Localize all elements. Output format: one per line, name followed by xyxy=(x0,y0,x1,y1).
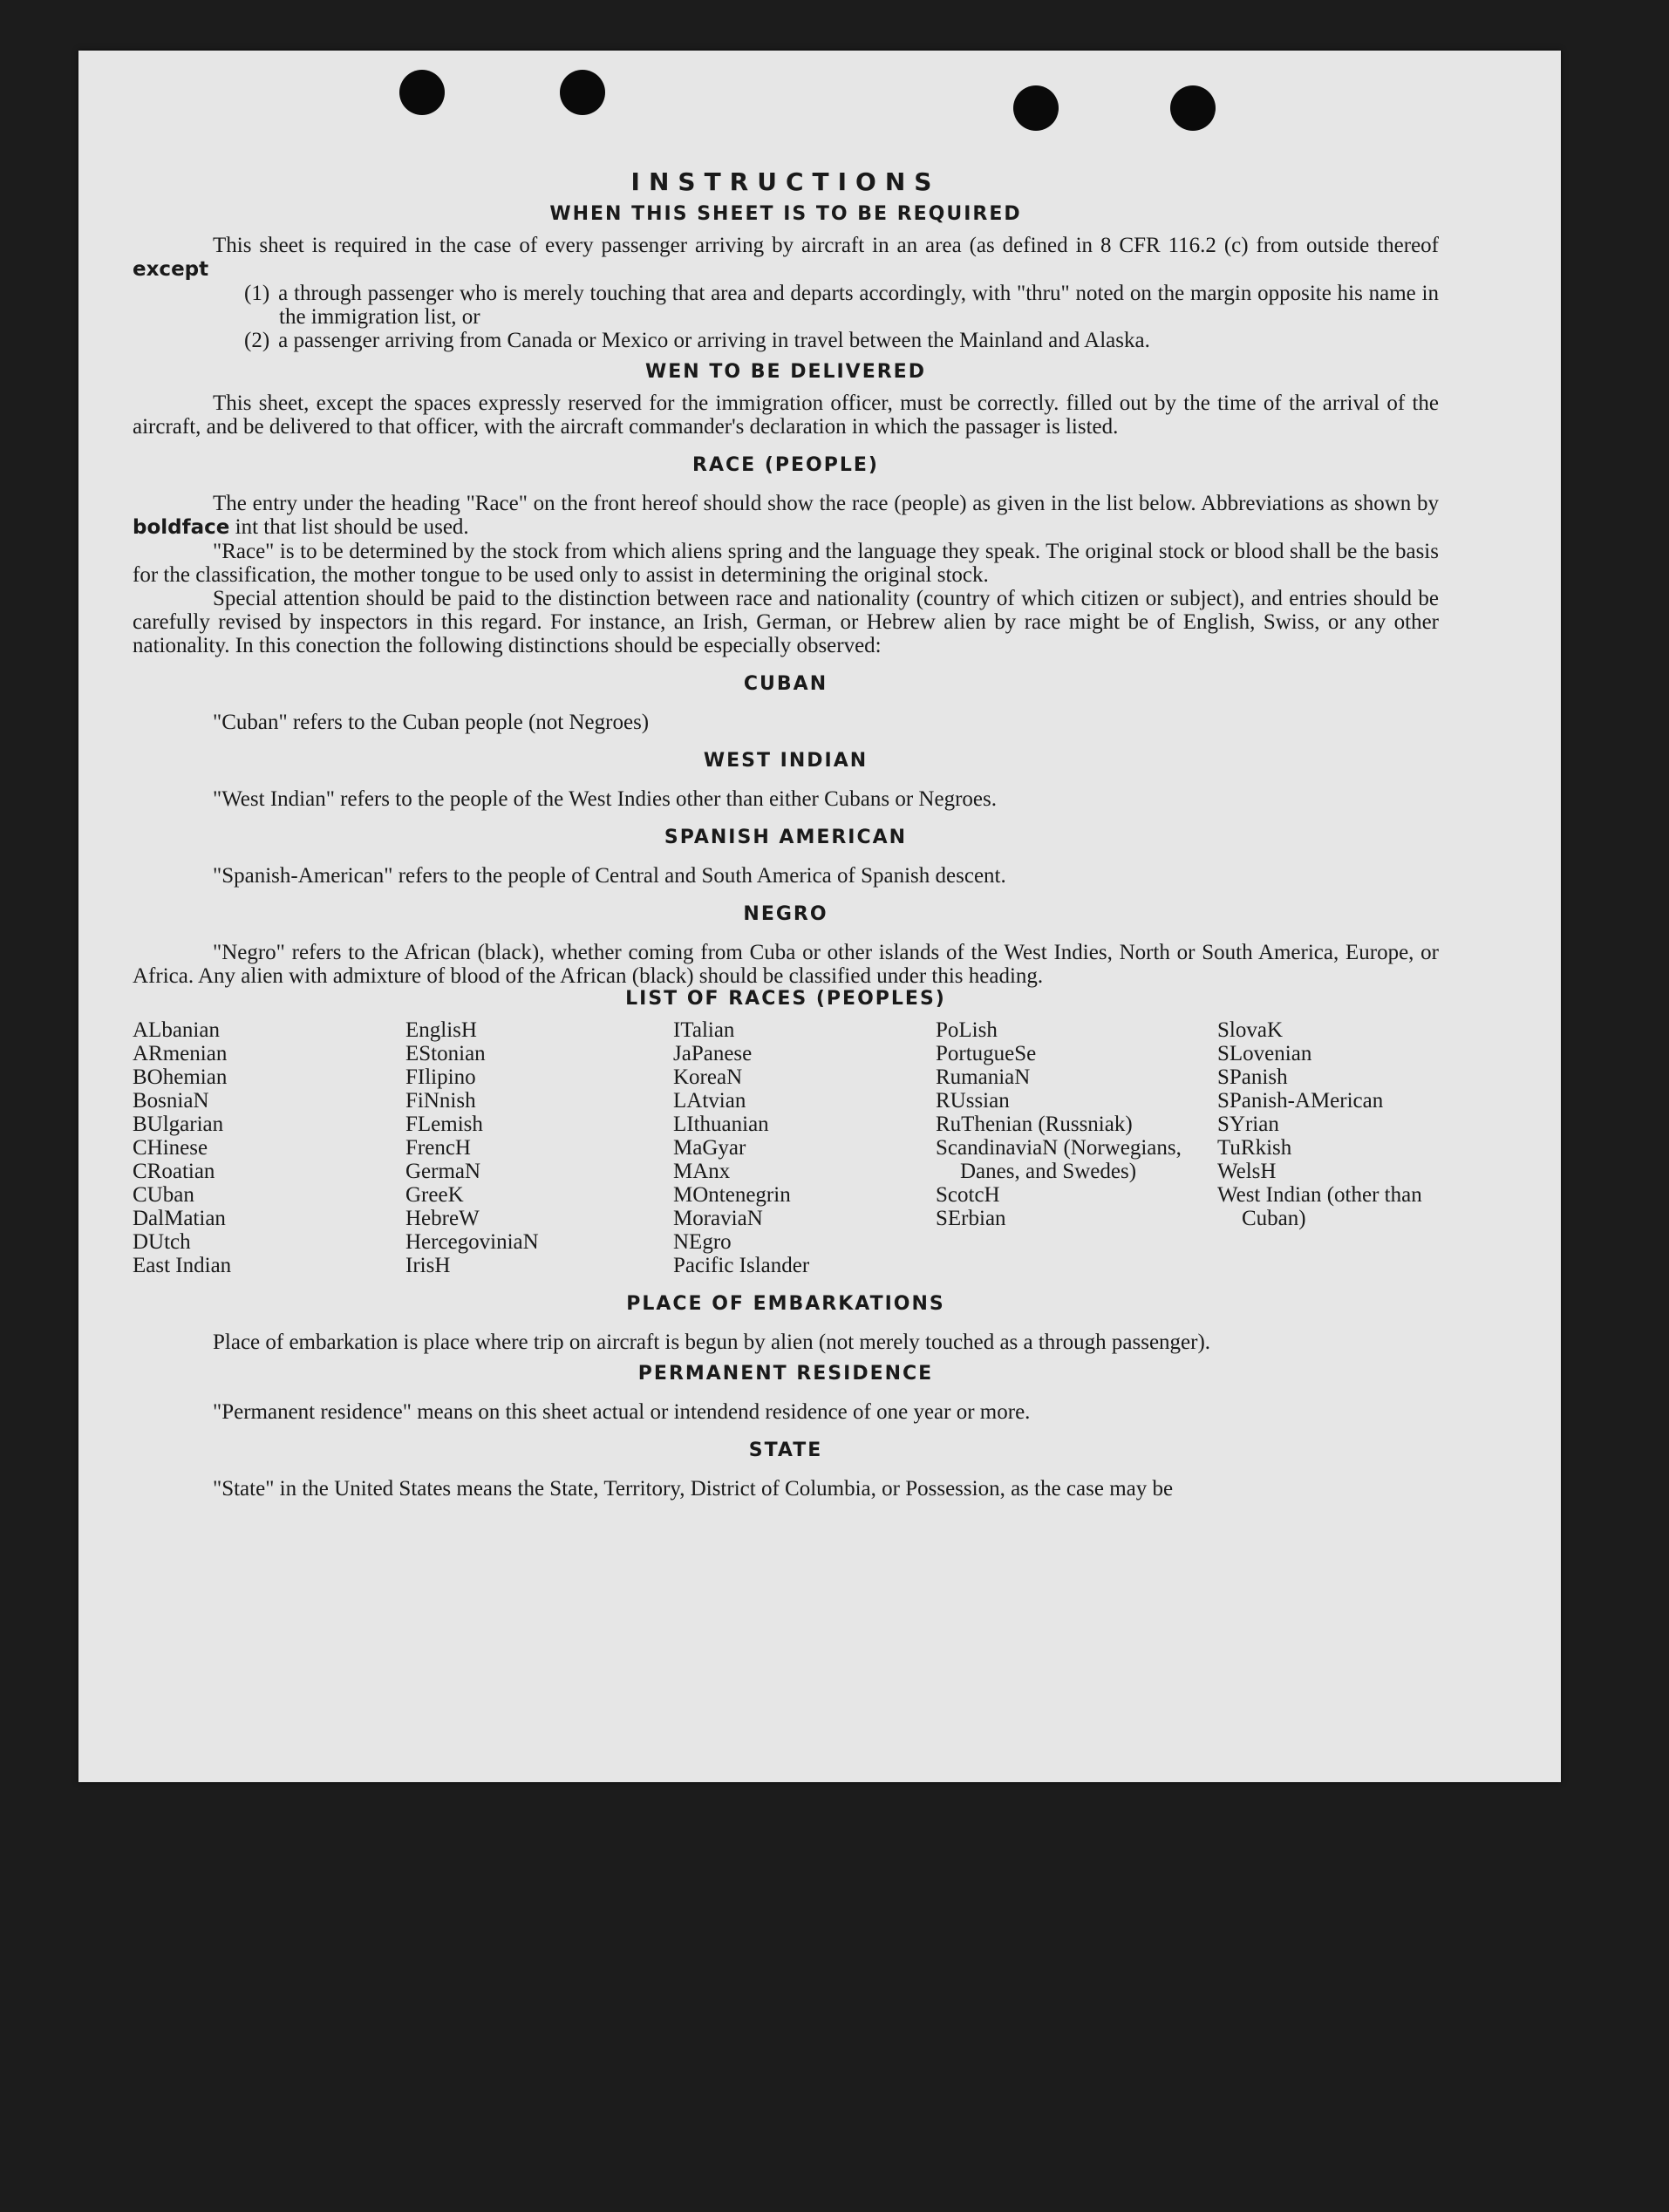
race-entry: DalMatian xyxy=(133,1207,226,1230)
race-entry: FrencH xyxy=(405,1136,471,1160)
punch-hole xyxy=(560,70,605,115)
race-entry: EnglisH xyxy=(405,1018,477,1042)
document-body xyxy=(133,164,1439,1501)
races-column-2 xyxy=(405,1018,673,1277)
required-item-2 xyxy=(133,329,1439,352)
race-entry: Pacific Islander xyxy=(673,1254,810,1277)
race-entry: BosniaN xyxy=(133,1089,209,1113)
required-item-1 xyxy=(133,282,1439,329)
section-heading-embarkation: PLACE OF EMBARKATIONS xyxy=(626,1293,945,1315)
race-entry: CRoatian xyxy=(133,1160,215,1183)
west-indian-text: "West Indian" refers to the people of the West Indies other than either Cubans or Negroes. xyxy=(213,787,997,811)
race-entry: FLemish xyxy=(405,1113,483,1136)
race-entry: CUban xyxy=(133,1183,194,1207)
race-entry: SErbian xyxy=(936,1207,1006,1230)
race-entry: RuThenian (Russniak) xyxy=(936,1113,1133,1136)
races-column-4 xyxy=(936,1018,1217,1277)
race-entry: ALbanian xyxy=(133,1018,220,1042)
race-entry: DUtch xyxy=(133,1230,191,1254)
document-sheet xyxy=(78,51,1561,1782)
race-paragraph-2: "Race" is to be determined by the stock from which aliens spring and the language they speak. The original stock or blood shall be the basis for the classification, the mother tongue to be used only to assist in determining the original stock. xyxy=(133,540,1439,587)
item-text: a through passenger who is merely touching that area and departs accordingly, with "thru" noted on the margin opposite his name in the immigration list, or xyxy=(278,282,1439,329)
section-heading-spanish-american: SPANISH AMERICAN xyxy=(664,827,908,848)
embarkation-text: Place of embarkation is place where trip on aircraft is begun by alien (not merely touched as a through passenger). xyxy=(213,1331,1211,1354)
race-entry: ARmenian xyxy=(133,1042,228,1065)
race-p1-text-end: int that list should be used. xyxy=(235,515,469,539)
race-entry: East Indian xyxy=(133,1254,232,1277)
cuban-text: "Cuban" refers to the Cuban people (not Negroes) xyxy=(213,711,650,734)
races-column-3 xyxy=(673,1018,936,1277)
section-heading-residence: PERMANENT RESIDENCE xyxy=(637,1363,934,1385)
race-entry: West Indian (other than Cuban) xyxy=(1217,1183,1422,1230)
section-heading-race: RACE (PEOPLE) xyxy=(692,454,879,476)
required-intro-bold: except xyxy=(133,258,209,281)
race-entry: BUlgarian xyxy=(133,1113,224,1136)
race-entry: WelsH xyxy=(1217,1160,1277,1183)
race-entry: IrisH xyxy=(405,1254,451,1277)
item-text: a passenger arriving from Canada or Mexico or arriving in travel between the Mainland and Alaska. xyxy=(278,329,1150,352)
race-entry: HebreW xyxy=(405,1207,480,1230)
section-heading-state: STATE xyxy=(748,1440,823,1461)
item-number: (1) xyxy=(244,282,270,305)
section-heading-list: LIST OF RACES (PEOPLES) xyxy=(625,988,946,1010)
race-entry: LIthuanian xyxy=(673,1113,769,1136)
required-intro-text: This sheet is required in the case of every passenger arriving by aircraft in an area (as defined in 8 CFR 116.2 (c) from outside thereof xyxy=(213,234,1439,257)
page-title: INSTRUCTIONS xyxy=(630,167,941,196)
race-entry: NEgro xyxy=(673,1230,732,1254)
negro-text: "Negro" refers to the African (black), whether coming from Cuba or other islands of the West Indies, North or South America, Europe, or Africa. Any alien with admixture of blood of the African (black) should be classified under this heading. xyxy=(133,941,1439,988)
section-heading-west-indian: WEST INDIAN xyxy=(703,750,869,772)
race-paragraph-3: Special attention should be paid to the distinction between race and nationality (country of which citizen or subject), and entries should be carefully revised by inspectors in this regard. For instance, an Irish, German, or Hebrew alien by race might be of English, Swiss, or any other nationality. In this conection the following distinctions should be especially observed: xyxy=(133,587,1439,657)
race-entry: SPanish xyxy=(1217,1065,1288,1089)
race-entry: SlovaK xyxy=(1217,1018,1283,1042)
section-heading-cuban: CUBAN xyxy=(743,673,828,695)
race-entry: BOhemian xyxy=(133,1065,228,1089)
section-heading-delivered: WEN TO BE DELIVERED xyxy=(645,361,926,383)
race-entry: PortugueSe xyxy=(936,1042,1037,1065)
race-entry: GreeK xyxy=(405,1183,464,1207)
race-entry: ScotcH xyxy=(936,1183,1000,1207)
races-column-1 xyxy=(133,1018,405,1277)
race-entry: FiNnish xyxy=(405,1089,476,1113)
race-entry: RUssian xyxy=(936,1089,1010,1113)
section-heading-required: WHEN THIS SHEET IS TO BE REQUIRED xyxy=(549,203,1022,225)
race-entry: GermaN xyxy=(405,1160,481,1183)
race-entry: CHinese xyxy=(133,1136,208,1160)
race-entry: SLovenian xyxy=(1217,1042,1312,1065)
race-paragraph-1 xyxy=(133,492,1439,540)
race-entry: RumaniaN xyxy=(936,1065,1031,1089)
race-entry: PoLish xyxy=(936,1018,998,1042)
race-p1-bold: boldface xyxy=(133,516,230,539)
residence-text: "Permanent residence" means on this sheet actual or intendend residence of one year or more. xyxy=(213,1400,1031,1424)
race-entry: HercegoviniaN xyxy=(405,1230,539,1254)
race-entry: ITalian xyxy=(673,1018,735,1042)
race-entry: SPanish-AMerican xyxy=(1217,1089,1384,1113)
state-text: "State" in the United States means the State, Territory, District of Columbia, or Possession, as the case may be xyxy=(213,1477,1174,1501)
race-entry: MAnx xyxy=(673,1160,731,1183)
spanish-american-text: "Spanish-American" refers to the people of Central and South America of Spanish descent. xyxy=(213,864,1006,888)
race-entry: EStonian xyxy=(405,1042,486,1065)
section-heading-negro: NEGRO xyxy=(743,903,828,925)
race-entry: TuRkish xyxy=(1217,1136,1292,1160)
race-entry: KoreaN xyxy=(673,1065,743,1089)
race-entry: MOntenegrin xyxy=(673,1183,791,1207)
race-p1-text: The entry under the heading "Race" on the front hereof should show the race (people) as given in the list below. Abbreviations as shown by xyxy=(213,492,1439,515)
item-number: (2) xyxy=(244,329,270,352)
races-column-5 xyxy=(1217,1018,1439,1277)
race-entry: SYrian xyxy=(1217,1113,1279,1136)
race-entry: LAtvian xyxy=(673,1089,746,1113)
required-intro xyxy=(133,234,1439,282)
race-entry: FIlipino xyxy=(405,1065,476,1089)
races-list xyxy=(133,1018,1439,1277)
race-entry: MoraviaN xyxy=(673,1207,763,1230)
punch-hole xyxy=(1013,85,1059,131)
punch-hole xyxy=(399,70,445,115)
race-entry: MaGyar xyxy=(673,1136,746,1160)
delivered-text: This sheet, except the spaces expressly reserved for the immigration officer, must be correctly. filled out by the time of the arrival of the aircraft, and be delivered to that officer, with the aircraft commander's declaration in which the passager is listed. xyxy=(133,391,1439,439)
punch-hole xyxy=(1170,85,1216,131)
race-entry: JaPanese xyxy=(673,1042,753,1065)
race-entry: ScandinaviaN (Norwegians, Danes, and Swedes) xyxy=(936,1136,1182,1183)
